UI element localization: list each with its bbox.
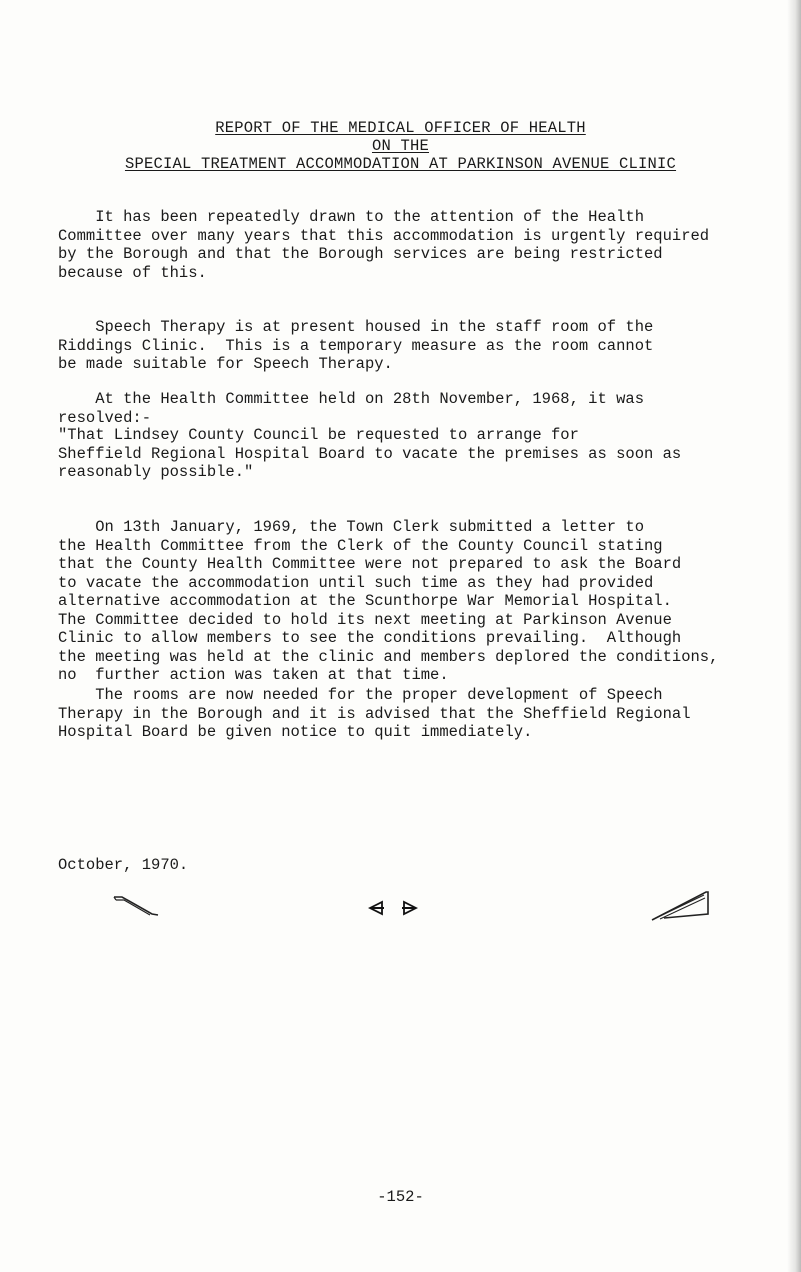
page-edge-shadow [787, 0, 801, 1272]
page-number: -152- [377, 1188, 424, 1206]
report-title-line-1: REPORT OF THE MEDICAL OFFICER OF HEALTH [215, 119, 586, 137]
paragraph-accommodation-required: It has been repeatedly drawn to the attention of the Health Committee over many years that this accommodation is urgently required by the Borough and that the Borough services are being restricted because of this. [58, 208, 710, 282]
left-ornament-icon [112, 894, 160, 918]
report-title-line-2: ON THE [371, 137, 429, 155]
right-ornament-icon [650, 888, 710, 922]
center-arrows-ornament-icon [368, 900, 418, 916]
paragraph-committee-resolution-intro: At the Health Committee held on 28th November, 1968, it was resolved:- [58, 390, 644, 427]
report-title-line-3: SPECIAL TREATMENT ACCOMMODATION AT PARKINSON AVENUE CLINIC [124, 155, 677, 173]
paragraph-resolution-quote: "That Lindsey County Council be requested to arrange for Sheffield Regional Hospital Board to vacate the premises as soon as reasonably possible." [58, 426, 682, 481]
paragraph-recommendation: The rooms are now needed for the proper development of Speech Therapy in the Borough and it is advised that the Sheffield Regional Hospital Board be given notice to quit immediately. [58, 686, 691, 741]
report-date: October, 1970. [58, 856, 189, 874]
paragraph-speech-therapy-housing: Speech Therapy is at present housed in the staff room of the Riddings Clinic. This is a temporary measure as the room cannot be made suitable for Speech Therapy. [58, 318, 654, 373]
paragraph-town-clerk-letter: On 13th January, 1969, the Town Clerk submitted a letter to the Health Committee from the Clerk of the County Council stating that the County Health Committee were not prepared to ask the Board to vacate the accommodation until such time as they had provided alternative accommodation at the Scunthorpe War Memorial Hospital. The Committee decided to hold its next meeting at Parkinson Avenue Clinic to allow members to see the conditions prevailing. Although the meeting was held at the clinic and members deplored the conditions, no further action was taken at that time. [58, 518, 719, 684]
